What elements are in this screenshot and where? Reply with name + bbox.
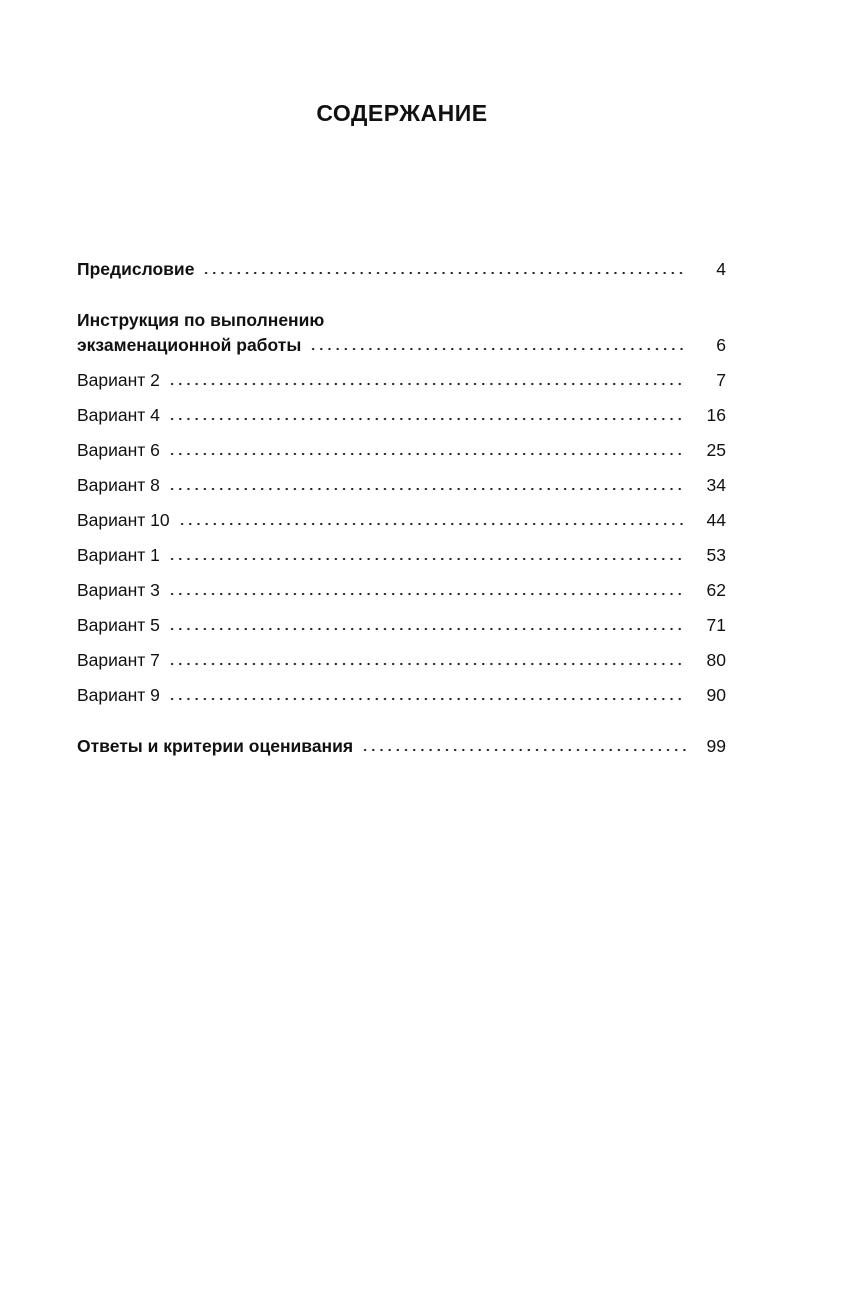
toc-entry-label: Вариант 9 [77, 685, 160, 705]
toc-entry-label: Ответы и критерии оценивания [77, 736, 354, 756]
toc-entry-page: 53 [706, 545, 726, 565]
dot-leader [309, 347, 686, 351]
dot-leader [168, 417, 686, 421]
toc-entry-page: 62 [706, 580, 726, 600]
toc-entry-label: Инструкция по выполнению [77, 310, 325, 330]
dot-leader [168, 557, 686, 561]
toc-entry-preface[interactable] [77, 256, 726, 291]
dot-leader [168, 592, 686, 596]
dot-leader [168, 697, 686, 701]
toc-entry-label: Вариант 4 [77, 405, 160, 425]
toc-entry-variant[interactable] [77, 437, 726, 472]
toc-entry-label: Вариант 1 [77, 545, 160, 565]
dot-leader [168, 627, 686, 631]
toc-entry-label: Вариант 8 [77, 475, 160, 495]
toc-entry-page: 99 [706, 736, 726, 756]
toc-entry-label: Вариант 6 [77, 440, 160, 460]
toc-entry-label: Вариант 2 [77, 370, 160, 390]
toc-entry-variant[interactable] [77, 577, 726, 612]
table-of-contents [77, 256, 726, 768]
toc-entry-instructions-line1[interactable] [77, 307, 726, 332]
dot-leader [361, 748, 686, 752]
dot-leader [168, 452, 686, 456]
toc-entry-variant[interactable] [77, 612, 726, 647]
toc-entry-variant[interactable] [77, 542, 726, 577]
toc-entry-variant[interactable] [77, 647, 726, 682]
toc-entry-page: 16 [706, 405, 726, 425]
toc-entry-label: Вариант 5 [77, 615, 160, 635]
toc-entry-page: 80 [706, 650, 726, 670]
toc-entry-page: 44 [706, 510, 726, 530]
toc-entry-label: экзаменационной работы [77, 335, 302, 355]
dot-leader [178, 522, 686, 526]
dot-leader [168, 382, 686, 386]
dot-leader [202, 271, 686, 275]
toc-entry-label: Предисловие [77, 259, 195, 279]
toc-entry-variant[interactable] [77, 472, 726, 507]
toc-entry-instructions[interactable] [77, 332, 726, 367]
toc-entry-page: 71 [706, 615, 726, 635]
toc-entry-page: 25 [706, 440, 726, 460]
toc-entry-label: Вариант 7 [77, 650, 160, 670]
dot-leader [168, 662, 686, 666]
toc-entry-variant[interactable] [77, 682, 726, 717]
toc-entry-variant[interactable] [77, 367, 726, 402]
toc-entry-label: Вариант 10 [77, 510, 170, 530]
toc-entry-page: 6 [716, 335, 726, 355]
toc-entry-answers[interactable] [77, 733, 726, 768]
toc-entry-page: 90 [706, 685, 726, 705]
toc-entry-page: 34 [706, 475, 726, 495]
toc-entry-variant[interactable] [77, 402, 726, 437]
dot-leader [168, 487, 686, 491]
toc-entry-page: 4 [716, 259, 726, 279]
page-title: СОДЕРЖАНИЕ [316, 100, 488, 126]
toc-entry-page: 7 [716, 370, 726, 390]
toc-entry-label: Вариант 3 [77, 580, 160, 600]
toc-entry-variant[interactable] [77, 507, 726, 542]
